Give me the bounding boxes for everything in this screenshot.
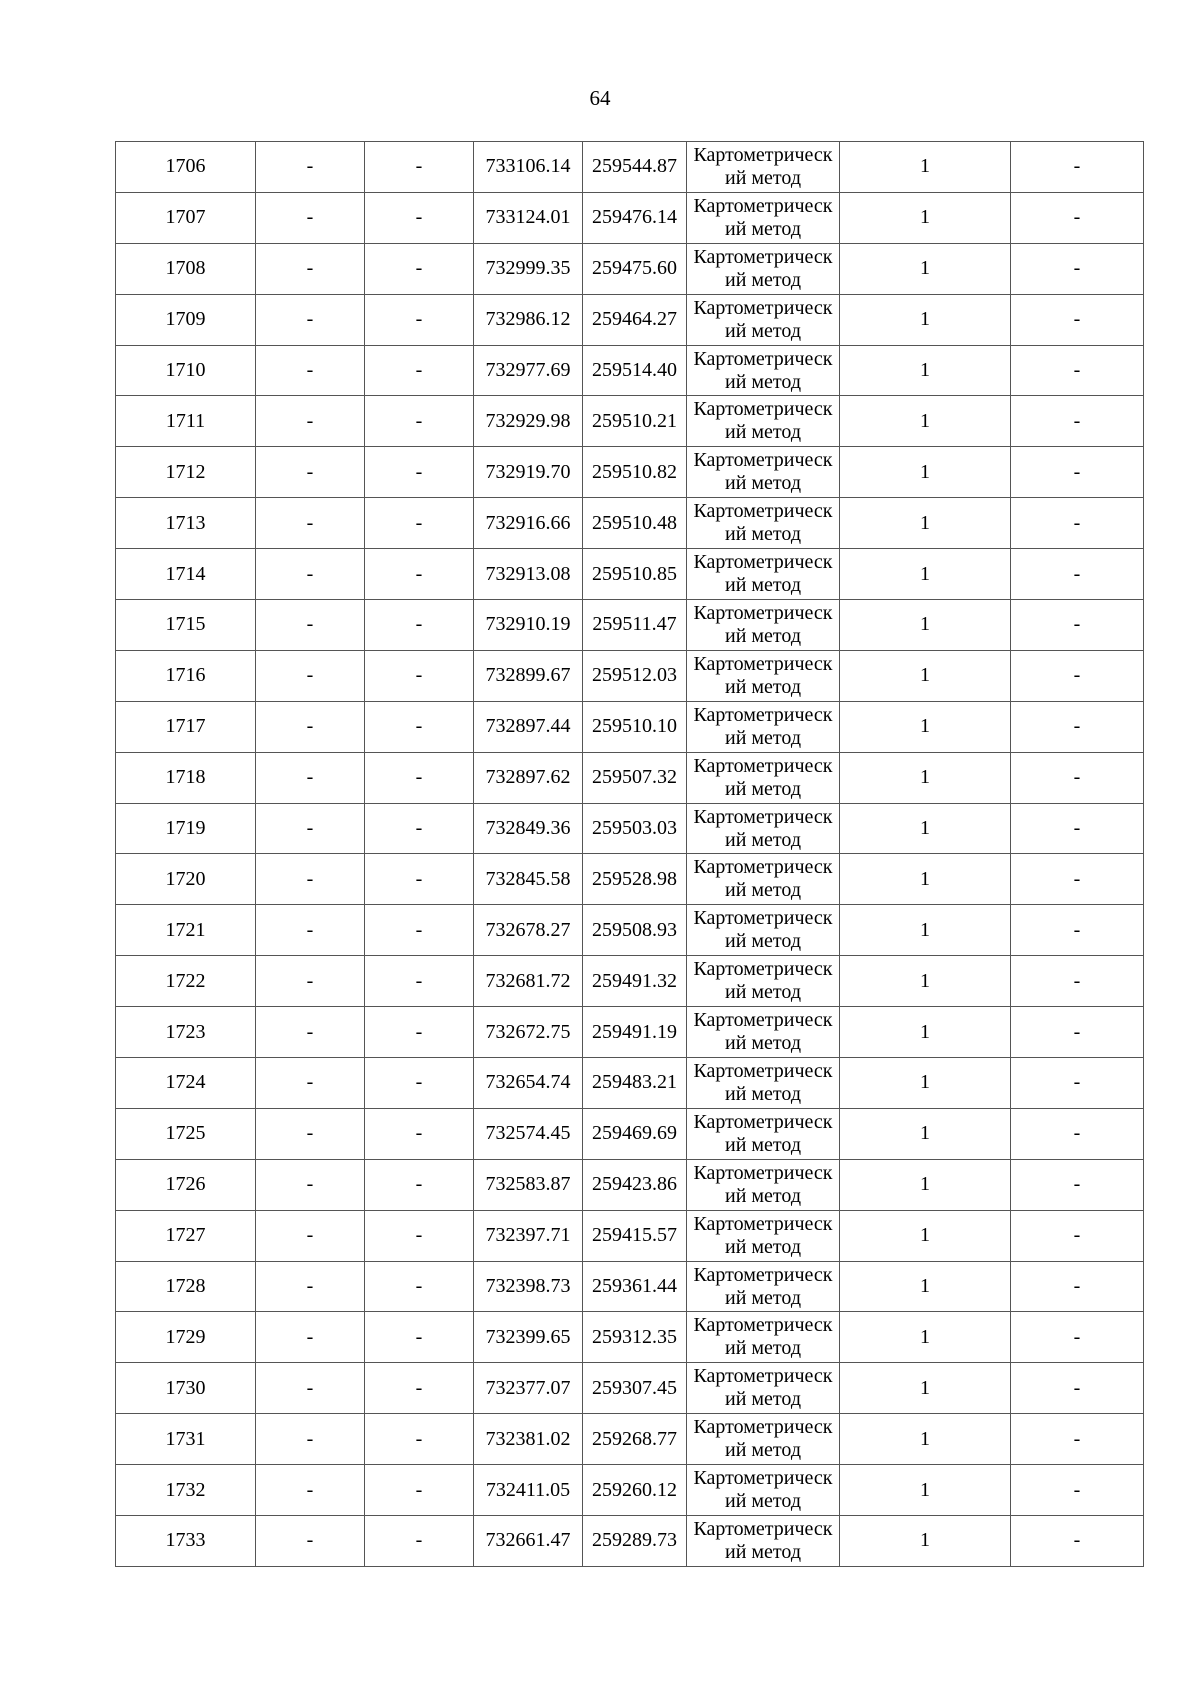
accuracy-cell: 1 xyxy=(840,1058,1011,1109)
description-cell: - xyxy=(1011,192,1144,243)
description-cell: - xyxy=(1011,803,1144,854)
old-y-cell: - xyxy=(365,192,474,243)
y-coordinate-cell: 259510.21 xyxy=(583,396,687,447)
old-x-cell: - xyxy=(256,650,365,701)
x-coordinate-cell: 733124.01 xyxy=(474,192,583,243)
method-cell: Картометрический метод xyxy=(687,549,840,600)
old-x-cell: - xyxy=(256,1058,365,1109)
old-x-cell: - xyxy=(256,243,365,294)
method-cell: Картометрический метод xyxy=(687,1516,840,1567)
old-y-cell: - xyxy=(365,142,474,193)
old-y-cell: - xyxy=(365,1414,474,1465)
y-coordinate-cell: 259528.98 xyxy=(583,854,687,905)
x-coordinate-cell: 732899.67 xyxy=(474,650,583,701)
point-number-cell: 1720 xyxy=(116,854,256,905)
description-cell: - xyxy=(1011,1465,1144,1516)
old-y-cell: - xyxy=(365,1108,474,1159)
description-cell: - xyxy=(1011,752,1144,803)
method-cell: Картометрический метод xyxy=(687,600,840,651)
method-cell: Картометрический метод xyxy=(687,192,840,243)
accuracy-cell: 1 xyxy=(840,345,1011,396)
method-cell: Картометрический метод xyxy=(687,1465,840,1516)
accuracy-cell: 1 xyxy=(840,1414,1011,1465)
x-coordinate-cell: 732583.87 xyxy=(474,1159,583,1210)
point-number-cell: 1714 xyxy=(116,549,256,600)
description-cell: - xyxy=(1011,1261,1144,1312)
accuracy-cell: 1 xyxy=(840,752,1011,803)
x-coordinate-cell: 732377.07 xyxy=(474,1363,583,1414)
accuracy-cell: 1 xyxy=(840,447,1011,498)
method-cell: Картометрический метод xyxy=(687,803,840,854)
table-body xyxy=(116,142,1144,1567)
old-y-cell: - xyxy=(365,1210,474,1261)
y-coordinate-cell: 259507.32 xyxy=(583,752,687,803)
x-coordinate-cell: 732678.27 xyxy=(474,905,583,956)
accuracy-cell: 1 xyxy=(840,1516,1011,1567)
table-row xyxy=(116,142,1144,193)
table-row xyxy=(116,752,1144,803)
y-coordinate-cell: 259491.19 xyxy=(583,1007,687,1058)
description-cell: - xyxy=(1011,142,1144,193)
table-row xyxy=(116,1261,1144,1312)
description-cell: - xyxy=(1011,956,1144,1007)
old-x-cell: - xyxy=(256,1261,365,1312)
old-x-cell: - xyxy=(256,752,365,803)
old-x-cell: - xyxy=(256,1210,365,1261)
old-y-cell: - xyxy=(365,1516,474,1567)
coordinates-table xyxy=(115,141,1144,1567)
description-cell: - xyxy=(1011,1058,1144,1109)
description-cell: - xyxy=(1011,854,1144,905)
y-coordinate-cell: 259289.73 xyxy=(583,1516,687,1567)
point-number-cell: 1723 xyxy=(116,1007,256,1058)
old-x-cell: - xyxy=(256,1363,365,1414)
y-coordinate-cell: 259475.60 xyxy=(583,243,687,294)
accuracy-cell: 1 xyxy=(840,192,1011,243)
old-x-cell: - xyxy=(256,1108,365,1159)
x-coordinate-cell: 732919.70 xyxy=(474,447,583,498)
method-cell: Картометрический метод xyxy=(687,142,840,193)
table-row xyxy=(116,1159,1144,1210)
old-y-cell: - xyxy=(365,243,474,294)
description-cell: - xyxy=(1011,447,1144,498)
old-y-cell: - xyxy=(365,905,474,956)
table-row xyxy=(116,1108,1144,1159)
table-row xyxy=(116,294,1144,345)
y-coordinate-cell: 259464.27 xyxy=(583,294,687,345)
y-coordinate-cell: 259483.21 xyxy=(583,1058,687,1109)
method-cell: Картометрический метод xyxy=(687,1108,840,1159)
x-coordinate-cell: 732929.98 xyxy=(474,396,583,447)
x-coordinate-cell: 732916.66 xyxy=(474,498,583,549)
old-x-cell: - xyxy=(256,956,365,1007)
method-cell: Картометрический метод xyxy=(687,1261,840,1312)
y-coordinate-cell: 259491.32 xyxy=(583,956,687,1007)
table-row xyxy=(116,956,1144,1007)
x-coordinate-cell: 732574.45 xyxy=(474,1108,583,1159)
accuracy-cell: 1 xyxy=(840,1210,1011,1261)
y-coordinate-cell: 259361.44 xyxy=(583,1261,687,1312)
accuracy-cell: 1 xyxy=(840,956,1011,1007)
table-row xyxy=(116,1414,1144,1465)
point-number-cell: 1712 xyxy=(116,447,256,498)
old-x-cell: - xyxy=(256,294,365,345)
method-cell: Картометрический метод xyxy=(687,1007,840,1058)
old-x-cell: - xyxy=(256,447,365,498)
old-x-cell: - xyxy=(256,803,365,854)
table-row xyxy=(116,854,1144,905)
accuracy-cell: 1 xyxy=(840,1363,1011,1414)
old-x-cell: - xyxy=(256,701,365,752)
table-row xyxy=(116,498,1144,549)
y-coordinate-cell: 259307.45 xyxy=(583,1363,687,1414)
method-cell: Картометрический метод xyxy=(687,650,840,701)
table-row xyxy=(116,1007,1144,1058)
accuracy-cell: 1 xyxy=(840,1465,1011,1516)
description-cell: - xyxy=(1011,294,1144,345)
point-number-cell: 1719 xyxy=(116,803,256,854)
y-coordinate-cell: 259510.85 xyxy=(583,549,687,600)
y-coordinate-cell: 259508.93 xyxy=(583,905,687,956)
method-cell: Картометрический метод xyxy=(687,345,840,396)
method-cell: Картометрический метод xyxy=(687,905,840,956)
description-cell: - xyxy=(1011,1363,1144,1414)
old-x-cell: - xyxy=(256,142,365,193)
old-x-cell: - xyxy=(256,498,365,549)
y-coordinate-cell: 259514.40 xyxy=(583,345,687,396)
accuracy-cell: 1 xyxy=(840,142,1011,193)
accuracy-cell: 1 xyxy=(840,1312,1011,1363)
y-coordinate-cell: 259476.14 xyxy=(583,192,687,243)
old-x-cell: - xyxy=(256,1159,365,1210)
table-row xyxy=(116,600,1144,651)
point-number-cell: 1726 xyxy=(116,1159,256,1210)
y-coordinate-cell: 259512.03 xyxy=(583,650,687,701)
point-number-cell: 1713 xyxy=(116,498,256,549)
old-y-cell: - xyxy=(365,701,474,752)
old-y-cell: - xyxy=(365,1159,474,1210)
table-row xyxy=(116,1210,1144,1261)
old-y-cell: - xyxy=(365,600,474,651)
accuracy-cell: 1 xyxy=(840,701,1011,752)
old-y-cell: - xyxy=(365,1261,474,1312)
x-coordinate-cell: 732398.73 xyxy=(474,1261,583,1312)
x-coordinate-cell: 732999.35 xyxy=(474,243,583,294)
accuracy-cell: 1 xyxy=(840,803,1011,854)
accuracy-cell: 1 xyxy=(840,650,1011,701)
description-cell: - xyxy=(1011,1007,1144,1058)
description-cell: - xyxy=(1011,1516,1144,1567)
point-number-cell: 1706 xyxy=(116,142,256,193)
old-y-cell: - xyxy=(365,345,474,396)
point-number-cell: 1730 xyxy=(116,1363,256,1414)
y-coordinate-cell: 259415.57 xyxy=(583,1210,687,1261)
old-y-cell: - xyxy=(365,294,474,345)
table-row xyxy=(116,803,1144,854)
table-row xyxy=(116,192,1144,243)
old-y-cell: - xyxy=(365,956,474,1007)
accuracy-cell: 1 xyxy=(840,1261,1011,1312)
description-cell: - xyxy=(1011,600,1144,651)
method-cell: Картометрический метод xyxy=(687,752,840,803)
point-number-cell: 1722 xyxy=(116,956,256,1007)
table-row xyxy=(116,549,1144,600)
table-row xyxy=(116,1058,1144,1109)
old-y-cell: - xyxy=(365,447,474,498)
table-row xyxy=(116,345,1144,396)
table-row xyxy=(116,905,1144,956)
old-y-cell: - xyxy=(365,650,474,701)
method-cell: Картометрический метод xyxy=(687,1363,840,1414)
old-y-cell: - xyxy=(365,803,474,854)
method-cell: Картометрический метод xyxy=(687,294,840,345)
table-row xyxy=(116,1312,1144,1363)
x-coordinate-cell: 732411.05 xyxy=(474,1465,583,1516)
x-coordinate-cell: 732381.02 xyxy=(474,1414,583,1465)
accuracy-cell: 1 xyxy=(840,905,1011,956)
accuracy-cell: 1 xyxy=(840,396,1011,447)
y-coordinate-cell: 259544.87 xyxy=(583,142,687,193)
y-coordinate-cell: 259511.47 xyxy=(583,600,687,651)
method-cell: Картометрический метод xyxy=(687,396,840,447)
description-cell: - xyxy=(1011,1312,1144,1363)
y-coordinate-cell: 259510.82 xyxy=(583,447,687,498)
description-cell: - xyxy=(1011,701,1144,752)
x-coordinate-cell: 732849.36 xyxy=(474,803,583,854)
point-number-cell: 1716 xyxy=(116,650,256,701)
point-number-cell: 1731 xyxy=(116,1414,256,1465)
point-number-cell: 1707 xyxy=(116,192,256,243)
old-y-cell: - xyxy=(365,1058,474,1109)
table-row xyxy=(116,1363,1144,1414)
accuracy-cell: 1 xyxy=(840,243,1011,294)
accuracy-cell: 1 xyxy=(840,294,1011,345)
old-x-cell: - xyxy=(256,396,365,447)
point-number-cell: 1708 xyxy=(116,243,256,294)
x-coordinate-cell: 732977.69 xyxy=(474,345,583,396)
description-cell: - xyxy=(1011,498,1144,549)
y-coordinate-cell: 259510.10 xyxy=(583,701,687,752)
description-cell: - xyxy=(1011,549,1144,600)
x-coordinate-cell: 732654.74 xyxy=(474,1058,583,1109)
point-number-cell: 1721 xyxy=(116,905,256,956)
description-cell: - xyxy=(1011,1159,1144,1210)
point-number-cell: 1724 xyxy=(116,1058,256,1109)
old-x-cell: - xyxy=(256,549,365,600)
x-coordinate-cell: 732897.44 xyxy=(474,701,583,752)
point-number-cell: 1718 xyxy=(116,752,256,803)
point-number-cell: 1733 xyxy=(116,1516,256,1567)
method-cell: Картометрический метод xyxy=(687,1414,840,1465)
old-x-cell: - xyxy=(256,1312,365,1363)
method-cell: Картометрический метод xyxy=(687,854,840,905)
table-row xyxy=(116,701,1144,752)
old-y-cell: - xyxy=(365,1312,474,1363)
point-number-cell: 1728 xyxy=(116,1261,256,1312)
accuracy-cell: 1 xyxy=(840,1007,1011,1058)
old-x-cell: - xyxy=(256,905,365,956)
method-cell: Картометрический метод xyxy=(687,498,840,549)
x-coordinate-cell: 732399.65 xyxy=(474,1312,583,1363)
x-coordinate-cell: 732910.19 xyxy=(474,600,583,651)
x-coordinate-cell: 732672.75 xyxy=(474,1007,583,1058)
old-y-cell: - xyxy=(365,549,474,600)
point-number-cell: 1715 xyxy=(116,600,256,651)
description-cell: - xyxy=(1011,396,1144,447)
accuracy-cell: 1 xyxy=(840,549,1011,600)
x-coordinate-cell: 732986.12 xyxy=(474,294,583,345)
x-coordinate-cell: 733106.14 xyxy=(474,142,583,193)
y-coordinate-cell: 259469.69 xyxy=(583,1108,687,1159)
old-x-cell: - xyxy=(256,600,365,651)
old-y-cell: - xyxy=(365,1007,474,1058)
description-cell: - xyxy=(1011,1108,1144,1159)
point-number-cell: 1709 xyxy=(116,294,256,345)
table-row xyxy=(116,447,1144,498)
method-cell: Картометрический метод xyxy=(687,1210,840,1261)
point-number-cell: 1711 xyxy=(116,396,256,447)
x-coordinate-cell: 732397.71 xyxy=(474,1210,583,1261)
method-cell: Картометрический метод xyxy=(687,1058,840,1109)
method-cell: Картометрический метод xyxy=(687,1159,840,1210)
old-y-cell: - xyxy=(365,752,474,803)
method-cell: Картометрический метод xyxy=(687,1312,840,1363)
x-coordinate-cell: 732897.62 xyxy=(474,752,583,803)
description-cell: - xyxy=(1011,650,1144,701)
x-coordinate-cell: 732661.47 xyxy=(474,1516,583,1567)
old-x-cell: - xyxy=(256,1465,365,1516)
old-y-cell: - xyxy=(365,498,474,549)
old-x-cell: - xyxy=(256,1414,365,1465)
method-cell: Картометрический метод xyxy=(687,447,840,498)
y-coordinate-cell: 259268.77 xyxy=(583,1414,687,1465)
point-number-cell: 1732 xyxy=(116,1465,256,1516)
y-coordinate-cell: 259312.35 xyxy=(583,1312,687,1363)
old-x-cell: - xyxy=(256,1007,365,1058)
table-row xyxy=(116,1516,1144,1567)
old-x-cell: - xyxy=(256,1516,365,1567)
point-number-cell: 1727 xyxy=(116,1210,256,1261)
description-cell: - xyxy=(1011,905,1144,956)
old-x-cell: - xyxy=(256,345,365,396)
table-row xyxy=(116,243,1144,294)
point-number-cell: 1725 xyxy=(116,1108,256,1159)
old-y-cell: - xyxy=(365,1465,474,1516)
x-coordinate-cell: 732845.58 xyxy=(474,854,583,905)
description-cell: - xyxy=(1011,243,1144,294)
method-cell: Картометрический метод xyxy=(687,243,840,294)
y-coordinate-cell: 259503.03 xyxy=(583,803,687,854)
y-coordinate-cell: 259260.12 xyxy=(583,1465,687,1516)
table-row xyxy=(116,1465,1144,1516)
description-cell: - xyxy=(1011,1210,1144,1261)
y-coordinate-cell: 259423.86 xyxy=(583,1159,687,1210)
old-y-cell: - xyxy=(365,1363,474,1414)
accuracy-cell: 1 xyxy=(840,498,1011,549)
x-coordinate-cell: 732913.08 xyxy=(474,549,583,600)
description-cell: - xyxy=(1011,345,1144,396)
x-coordinate-cell: 732681.72 xyxy=(474,956,583,1007)
y-coordinate-cell: 259510.48 xyxy=(583,498,687,549)
method-cell: Картометрический метод xyxy=(687,956,840,1007)
old-x-cell: - xyxy=(256,854,365,905)
old-x-cell: - xyxy=(256,192,365,243)
point-number-cell: 1729 xyxy=(116,1312,256,1363)
table-row xyxy=(116,650,1144,701)
point-number-cell: 1710 xyxy=(116,345,256,396)
old-y-cell: - xyxy=(365,854,474,905)
accuracy-cell: 1 xyxy=(840,854,1011,905)
accuracy-cell: 1 xyxy=(840,600,1011,651)
method-cell: Картометрический метод xyxy=(687,701,840,752)
old-y-cell: - xyxy=(365,396,474,447)
table-row xyxy=(116,396,1144,447)
page-number: 64 xyxy=(589,86,611,110)
accuracy-cell: 1 xyxy=(840,1159,1011,1210)
description-cell: - xyxy=(1011,1414,1144,1465)
accuracy-cell: 1 xyxy=(840,1108,1011,1159)
point-number-cell: 1717 xyxy=(116,701,256,752)
